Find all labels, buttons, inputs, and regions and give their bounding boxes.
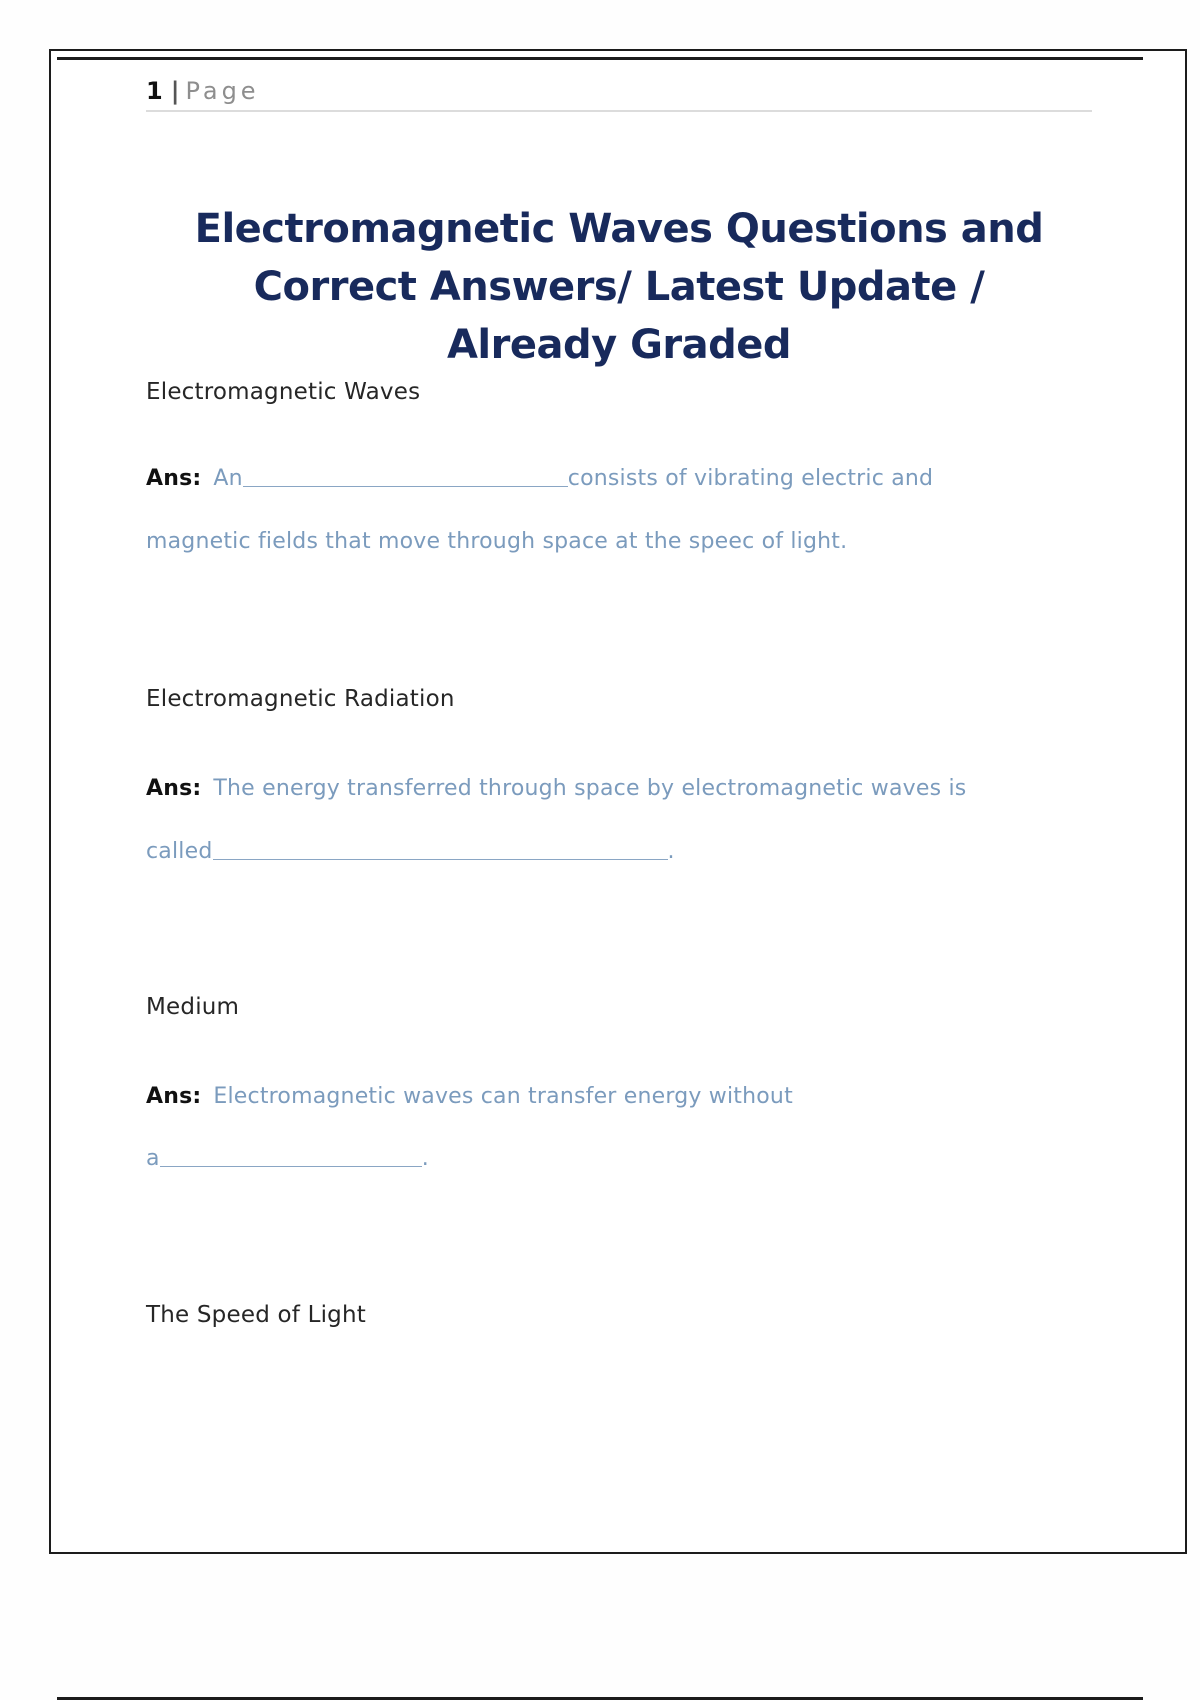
answer-text: . <box>667 839 675 864</box>
page-number: 1 <box>146 77 163 105</box>
page-separator: | <box>170 77 180 105</box>
question-heading: Medium <box>146 994 240 1020</box>
answer-blank <box>160 1165 422 1167</box>
answer-text: An <box>213 466 243 491</box>
answer-text: called <box>146 839 213 864</box>
answer-blank <box>213 858 668 860</box>
top-rule-divider <box>57 57 1143 60</box>
document-title <box>146 200 1092 374</box>
question-heading: Electromagnetic Radiation <box>146 686 455 712</box>
answer-text: The energy transferred through space by electromagnetic waves is <box>213 776 967 801</box>
ans-label: Ans: <box>146 466 202 491</box>
answer-line <box>146 775 966 803</box>
ans-label: Ans: <box>146 776 202 801</box>
answer-blank <box>243 485 568 487</box>
title-line-1: Electromagnetic Waves Questions and <box>194 206 1044 252</box>
answer-line <box>146 528 847 556</box>
question-heading: The Speed of Light <box>146 1302 366 1328</box>
answer-text: magnetic fields that move through space at the speec of light. <box>146 529 848 554</box>
answer-line <box>146 465 933 493</box>
answer-text: consists of vibrating electric and <box>567 466 934 491</box>
answer-line <box>146 1145 429 1173</box>
answer-text: . <box>421 1146 429 1171</box>
answer-text: Electromagnetic waves can transfer energy without <box>213 1084 793 1109</box>
ans-label: Ans: <box>146 1084 202 1109</box>
title-line-2: Correct Answers/ Latest Update / <box>253 264 985 310</box>
answer-text: a <box>146 1146 160 1171</box>
question-heading: Electromagnetic Waves <box>146 379 421 405</box>
page-label: Page <box>185 77 260 105</box>
page-header <box>146 76 1092 112</box>
answer-line <box>146 838 675 866</box>
answer-line <box>146 1083 793 1111</box>
title-line-3: Already Graded <box>446 322 792 368</box>
